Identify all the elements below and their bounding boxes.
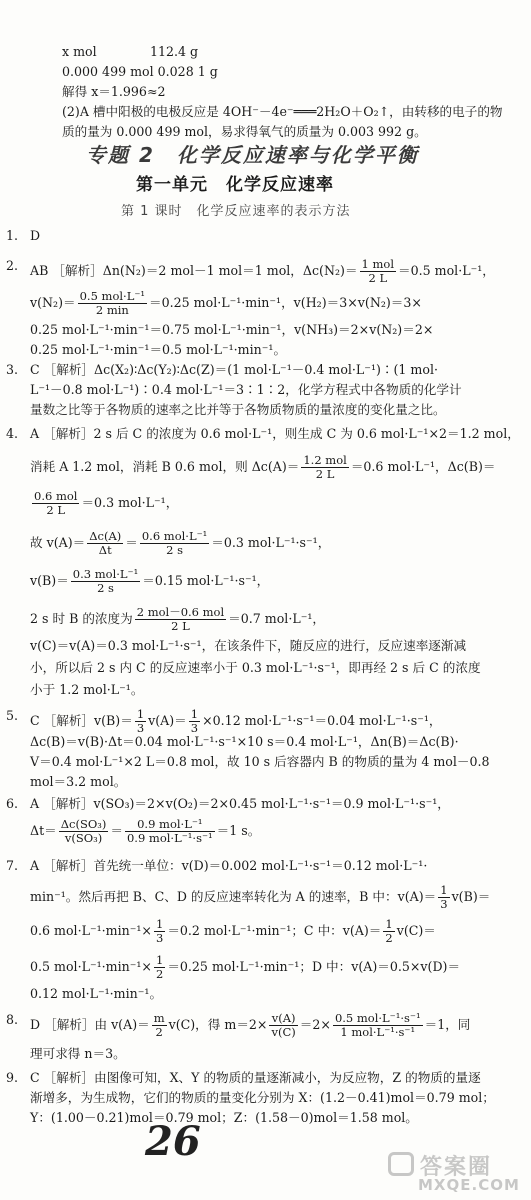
q4-line-4: 故 v(A)＝ $\frac{\Delta c(A)}{\Delta t}$ ＝ $\frac{\text{0.6 mol·L⁻¹}}{2 s}$ ＝0.3 mol·L⁻¹·s⁻¹， [30,529,331,557]
handwritten-page-number: 26 [145,1118,201,1165]
watermark-text: 答案圈 [420,1155,493,1180]
q4-line-3: $\frac{\text{0.6 mol}}{2 L}$ ＝0.3 mol·L⁻¹， [34,489,179,517]
q2-line-3: 0.25 mol·L⁻¹·min⁻¹＝0.75 mol·L⁻¹·min⁻¹，v(NH₃)＝2×v(N₂)＝2× [30,322,434,337]
q8-number: 8. [6,1012,19,1027]
q5-line-4: mol＝3.2 mol。 [30,774,127,789]
watermark-url: MXQE.COM [418,1176,520,1194]
q2-line-1: AB ［解析］Δn(N₂)＝2 mol－1 mol＝1 mol，Δc(N₂)＝ $\frac{\text{1 mol}}{2 L}$ ＝0.5 mol·L⁻¹， [30,257,495,285]
q3-line-3: 量数之比等于各物质的速率之比并等于各物质物质的量浓度的变化量之比。 [30,402,446,417]
q1-answer: D [30,228,41,243]
q9-number: 9. [6,1070,19,1085]
q9-line-1: C ［解析］由图像可知，X、Y 的物质的量逐渐减小，为反应物，Z 的物质的量逐 [30,1070,481,1085]
fraction: $\frac{1}{3}$ [155,917,164,945]
fraction: $\frac{v(A)}{v(C)}$ [271,1011,296,1039]
fraction: $\frac{1}{2}$ [385,917,393,945]
q8-line-2: 理可求得 n＝3。 [30,1046,126,1061]
fraction: $\frac{m}{2}$ [153,1011,165,1039]
q7-line-2: min⁻¹。然后再把 B、C、D 的反应速率转化为 A 的速率，B 中：v(A)＝ $\frac{1}{3}$ v(B)＝ [30,883,491,911]
q4-line-2: 消耗 A 1.2 mol，消耗 B 0.6 mol，则 Δc(A)＝ $\frac{\text{1.2 mol}}{2 L}$ ＝0.6 mol·L⁻¹，Δc(B)＝ [30,453,496,481]
q6-line-2: Δt＝ $\frac{\text{Δc(SO₃)}}{\text{v(SO₃)}}$ ＝ $\frac{\text{0.9 mol·L⁻¹}}{\text{0.9 mol·L⁻¹·s⁻¹}}$ ＝1 s。 [30,817,261,845]
q9-line-2: 渐增多，为生成物，它们的物质的量变化分别为 X：(1.2－0.41)mol＝0.79 mol； [30,1090,495,1105]
q4-line-6: 2 s 时 B 的浓度为 $\frac{\text{2 mol－0.6 mol}}{2 L}$ ＝0.7 mol·L⁻¹， [30,605,325,633]
q8-line-1: D ［解析］由 v(A)＝ $\frac{m}{2}$ v(C)，得 m＝2× $\frac{v(A)}{v(C)}$ ＝2× $\frac{\text{0.5 mol·L⁻¹·s⁻¹}}{\text{1 mol·L⁻¹·s⁻¹}}$ ＝1，同 [30,1011,471,1039]
watermark [388,1150,526,1194]
q3-line-1: C ［解析］Δc(X₂)∶Δc(Y₂)∶Δc(Z)＝(1 mol·L⁻¹－0.4 mol·L⁻¹)∶(1 mol· [30,362,438,377]
q4-line-8: 小，所以后 2 s 内 C 的反应速率小于 0.3 mol·L⁻¹·s⁻¹，即再经 2 s 后 C 的浓度 [30,660,481,675]
fraction: $\frac{\text{1.2 mol}}{2 L}$ [303,453,347,481]
calc-line-2: 0.000 499 mol 0.028 1 g [62,64,218,79]
fraction: $\frac{\text{0.6 mol·L⁻¹}}{2 s}$ [141,529,208,557]
q6-line-1: A ［解析］v(SO₃)＝2×v(O₂)＝2×0.45 mol·L⁻¹·s⁻¹＝0.9 mol·L⁻¹·s⁻¹， [30,796,450,811]
q2-line-2: v(N₂)＝ $\frac{\text{0.5 mol·L⁻¹}}{2 \min}$ ＝0.25 mol·L⁻¹·min⁻¹，v(H₂)＝3×v(N₂)＝3× [30,289,422,317]
fraction: $\frac{\text{0.5 mol·L⁻¹}}{2 \min}$ [79,289,146,317]
q4-number: 4. [6,426,19,441]
q7-line-1: A ［解析］首先统一单位：v(D)＝0.002 mol·L⁻¹·s⁻¹＝0.12 mol·L⁻¹· [30,858,428,873]
lesson-heading: 第 1 课时 化学反应速率的表示方法 [121,204,351,219]
calc-line-1b: 112.4 g [150,44,199,59]
q2-line-4: 0.25 mol·L⁻¹·min⁻¹＝0.5 mol·L⁻¹·min⁻¹。 [30,342,287,357]
fraction: $\frac{\text{0.6 mol}}{2 L}$ [34,489,78,517]
q4-line-9: 小于 1.2 mol·L⁻¹。 [30,682,144,697]
watermark-logo-icon [388,1152,414,1176]
q3-number: 3. [6,362,19,377]
fraction: $\frac{\text{Δc(SO₃)}}{\text{v(SO₃)}}$ [60,817,107,845]
fraction: $\frac{1}{3}$ [190,707,199,735]
q4-line-1: A ［解析］2 s 后 C 的浓度为 0.6 mol·L⁻¹，则生成 C 为 0.6 mol·L⁻¹×2＝1.2 mol， [30,426,520,441]
fraction: $\frac{\text{0.3 mol·L⁻¹}}{2 s}$ [72,567,139,595]
q7-number: 7. [6,858,19,873]
q9-line-3: Y：(1.00－0.21)mol＝0.79 mol；Z：(1.58－0)mol＝1.58 mol。 [30,1110,418,1125]
fraction: $\frac{1}{3}$ [136,707,145,735]
q7-line-5: 0.12 mol·L⁻¹·min⁻¹。 [30,986,163,1001]
part2-line-1: (2)A 槽中阳极的电极反应是 4OH⁻－4e⁻═══2H₂O＋O₂↑，由转移的电子的物 [62,104,503,119]
q4-line-5: v(B)＝ $\frac{\text{0.3 mol·L⁻¹}}{2 s}$ ＝0.15 mol·L⁻¹·s⁻¹， [30,567,270,595]
q4-line-7: v(C)＝v(A)＝0.3 mol·L⁻¹·s⁻¹，在该条件下，随反应的进行，反应速率逐渐减 [30,638,467,653]
q5-line-2: Δc(B)＝v(B)·Δt＝0.04 mol·L⁻¹·s⁻¹×10 s＝0.4 mol·L⁻¹，Δn(B)＝Δc(B)· [30,734,459,749]
q6-number: 6. [6,796,19,811]
q7-line-4: 0.5 mol·L⁻¹·min⁻¹× $\frac{1}{2}$ ＝0.25 mol·L⁻¹·min⁻¹；D 中：v(A)＝0.5×v(D)＝ [30,953,461,981]
q3-line-2: L⁻¹－0.8 mol·L⁻¹)∶0.4 mol·L⁻¹＝3∶1∶2，化学方程式中各物质的化学计 [30,382,462,397]
fraction: $\frac{\text{0.5 mol·L⁻¹·s⁻¹}}{\text{1 mol·L⁻¹·s⁻¹}}$ [334,1011,421,1039]
q5-number: 5. [6,708,19,723]
q5-line-3: V＝0.4 mol·L⁻¹×2 L＝0.8 mol，故 10 s 后容器内 B 的物质的量为 4 mol－0.8 [30,754,490,769]
fraction: $\frac{\Delta c(A)}{\Delta t}$ [89,529,122,557]
calc-line-3: 解得 x＝1.996≈2 [62,84,166,99]
fraction: $\frac{\text{0.9 mol·L⁻¹}}{\text{0.9 mol·L⁻¹·s⁻¹}}$ [126,817,213,845]
calc-line-1a: x mol [62,44,97,59]
q7-line-3: 0.6 mol·L⁻¹·min⁻¹× $\frac{1}{3}$ ＝0.2 mol·L⁻¹·min⁻¹；C 中：v(A)＝ $\frac{1}{2}$ v(C)＝ [30,917,436,945]
q5-line-1: C ［解析］v(B)＝ $\frac{1}{3}$ v(A)＝ $\frac{1}{3}$ ×0.12 mol·L⁻¹·s⁻¹＝0.04 mol·L⁻¹·s⁻¹， [30,707,442,735]
topic-heading: 专题 2 化学反应速率与化学平衡 [86,143,419,167]
fraction: $\frac{\text{1 mol}}{2 L}$ [361,257,395,285]
fraction: $\frac{\text{2 mol－0.6 mol}}{2 L}$ [136,605,225,633]
q1-number: 1. [6,228,19,243]
fraction: $\frac{1}{3}$ [440,883,448,911]
q2-number: 2. [6,258,19,273]
fraction: $\frac{1}{2}$ [155,953,164,981]
unit-heading: 第一单元 化学反应速率 [136,175,334,195]
part2-line-2: 质的量为 0.000 499 mol，易求得氧气的质量为 0.003 992 g。 [62,124,427,139]
